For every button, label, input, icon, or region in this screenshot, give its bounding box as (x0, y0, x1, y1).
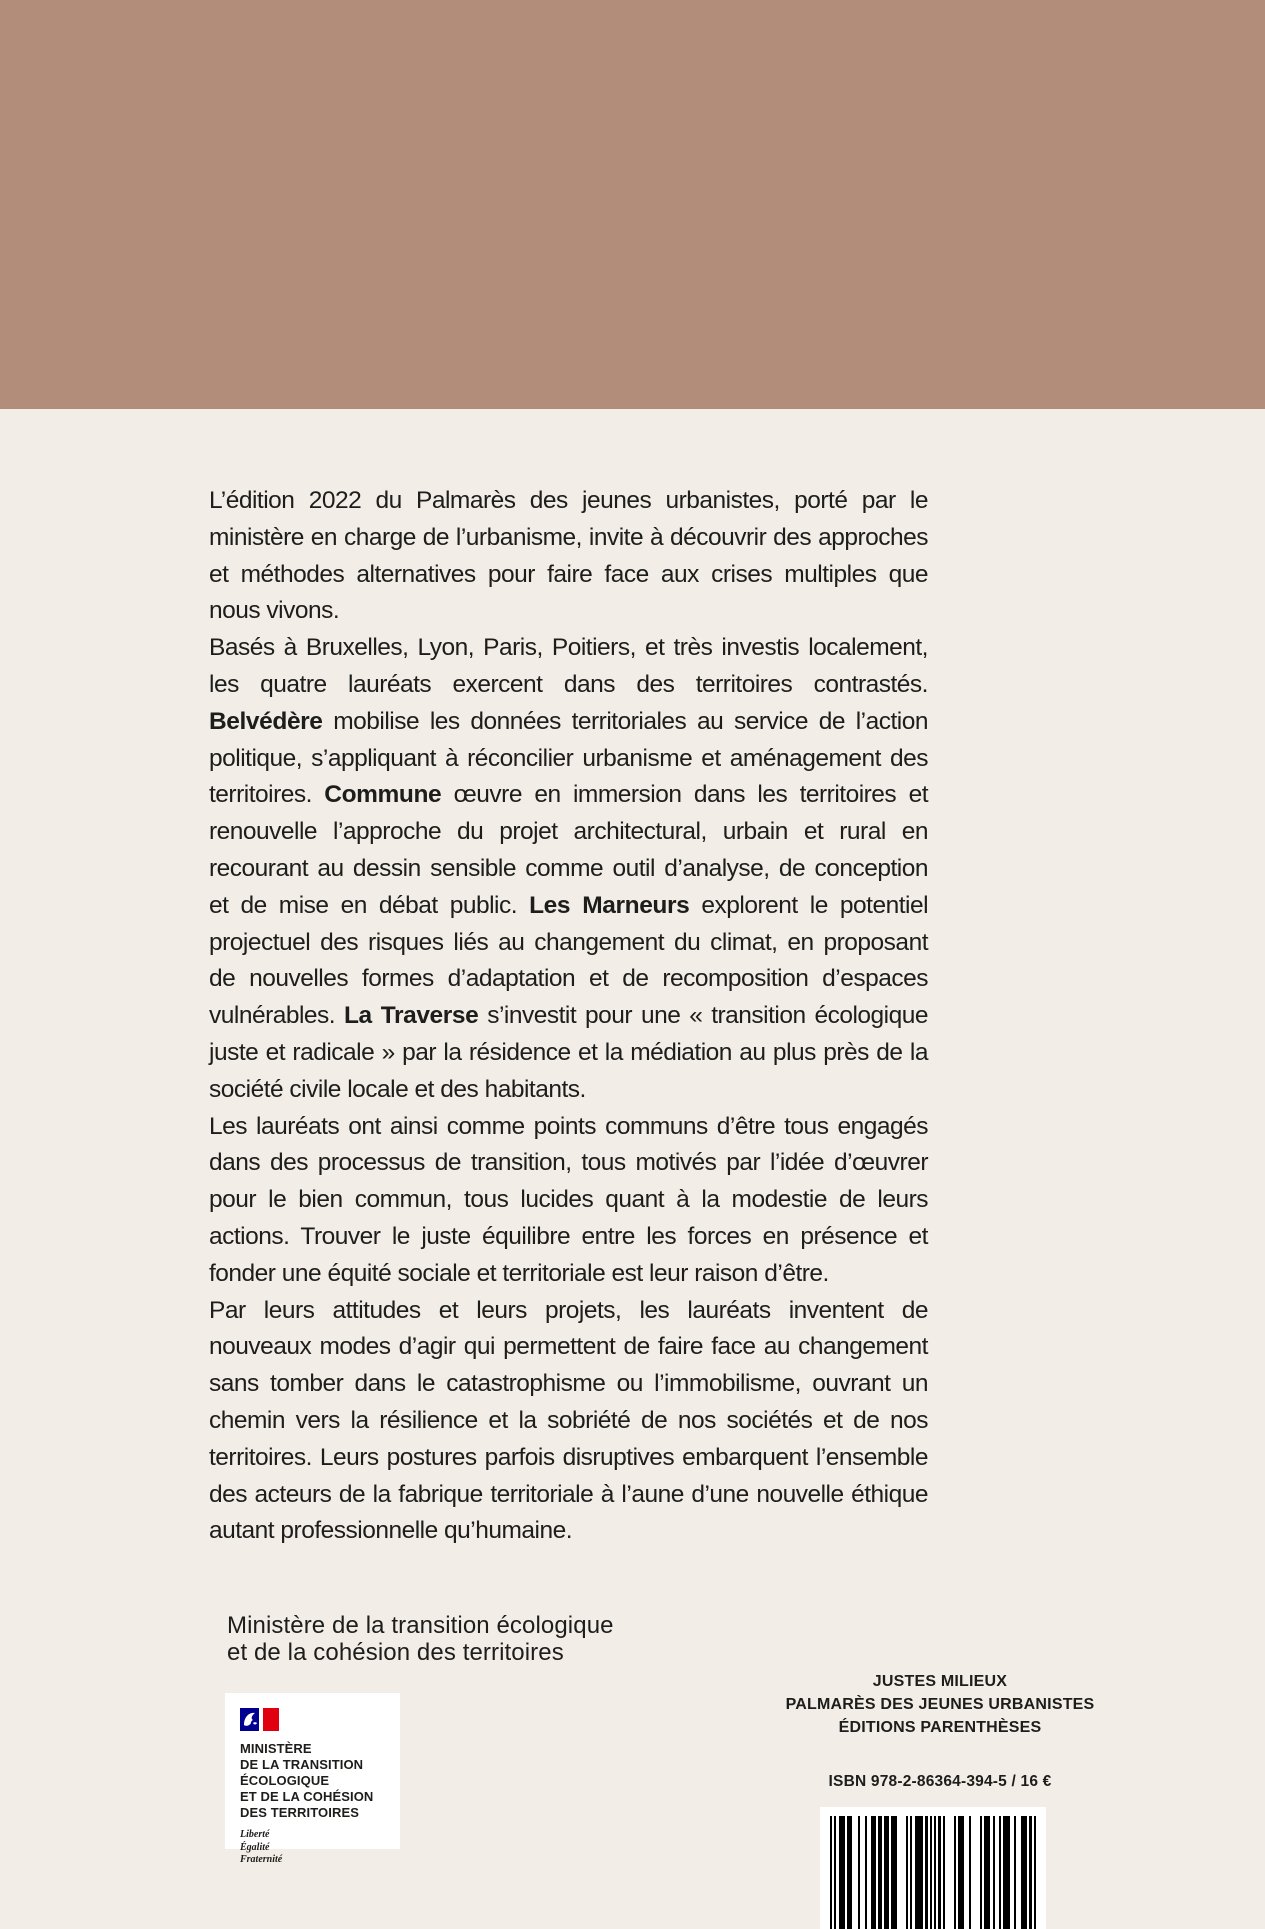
ministry-signature-line2: et de la cohésion des territoires (227, 1639, 564, 1666)
isbn-price: ISBN 978-2-86364-394-5 / 16 € (828, 1773, 1052, 1790)
paragraph: Les lauréats ont ainsi comme points communs d’être tous engagés dans des processus de transition, tous motivés par l’idée d’œuvrer pour le bien commun, tous lucides quant à la modestie de leurs actions. Trouver le juste équilibre entre les forces en présence et fonder une équité sociale et territoriale est leur raison d’être. (209, 1112, 928, 1287)
book-title: JUSTES MILIEUX (872, 1673, 1008, 1690)
ministry-signature (227, 1612, 614, 1666)
back-cover-text (209, 483, 928, 1550)
publisher-name: ÉDITIONS PARENTHÈSES (838, 1719, 1042, 1736)
paragraph: Basés à Bruxelles, Lyon, Paris, Poitiers, et très investis localement, les quatre lauréats exercent dans des territoires contrastés. Belvédère mobilise les données territoriales au service de l’action politique, s’appliquant à réconcilier urbanisme et aménagement des territoires. Commune œuvre en immersion dans les territoires et renouvelle l’approche du projet architectural, urbain et rural en recourant au dessin sensible comme outil d’analyse, de conception et de mise en débat public. Les Marneurs explorent le potentiel projectuel des risques liés au changement du climat, en proposant de nouvelles formes d’adaptation et de recomposition d’espaces vulnérables. La Traverse s’investit pour une « transition écologique juste et radicale » par la résidence et la médiation au plus près de la société civile locale et des habitants. (209, 634, 929, 1103)
ministry-signature-line1: Ministère de la transition écologique (227, 1612, 614, 1639)
barcode (820, 1807, 1046, 1929)
paragraph: Par leurs attitudes et leurs projets, les lauréats inventent de nouveaux modes d’agir qui permettent de faire face au changement sans tomber dans le catastrophisme ou l’immobilisme, ouvrant un chemin vers la résilience et la sobriété de nos sociétés et de nos territoires. Leurs postures parfois disruptives embarquent l’ensemble des acteurs de la fabrique territoriale à l’aune d’une nouvelle éthique autant professionnelle qu’humaine. (209, 1296, 928, 1545)
barcode-bars (830, 1816, 1036, 1929)
colophon (770, 1670, 1110, 1739)
ministry-logo-motto: Liberté Égalité Fraternité (240, 1829, 283, 1865)
ministry-logo-block (225, 1693, 400, 1865)
paragraph: L’édition 2022 du Palmarès des jeunes urbanistes, porté par le ministère en charge de l’urbanisme, invite à découvrir des approches et méthodes alternatives pour faire face aux crises multiples que nous vivons. (209, 487, 928, 625)
french-flag-marianne-icon (240, 1708, 280, 1732)
ministry-logo-name: MINISTÈRE DE LA TRANSITION ÉCOLOGIQUE ET DE LA COHÉSION DES TERRITOIRES (240, 1741, 374, 1820)
book-series: PALMARÈS DES JEUNES URBANISTES (785, 1696, 1095, 1713)
top-color-band (0, 0, 1265, 409)
